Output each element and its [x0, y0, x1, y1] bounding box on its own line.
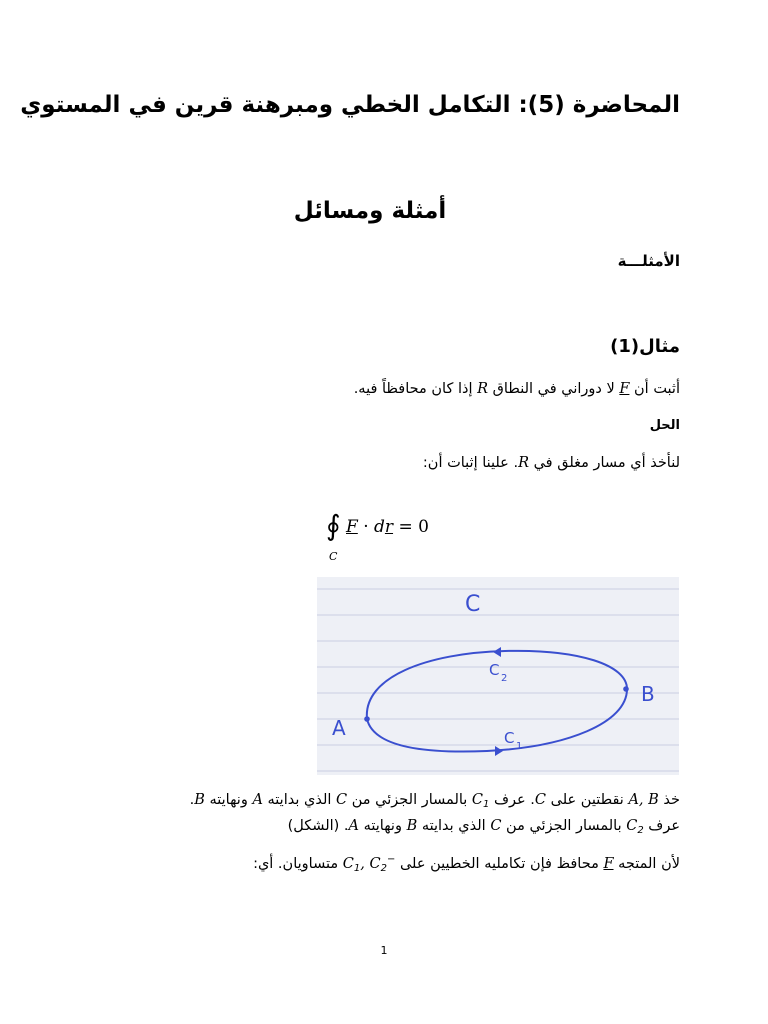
math-A-B: A, B [628, 792, 659, 808]
body-text: خذ [658, 792, 680, 808]
math-C2-subscript: 2 [380, 863, 387, 874]
problem-text: إذا كان محافظاً فيه. [353, 381, 478, 397]
math-C1-subscript: 1 [353, 863, 361, 874]
label-C: C [465, 592, 481, 617]
math-C1: C [342, 856, 354, 872]
direction-arrow-C2 [493, 647, 501, 657]
line-integral-equation [326, 506, 429, 563]
math-C2-subscript: 2 [637, 825, 644, 836]
math-B: B [406, 818, 418, 834]
body-text: ونهايته [204, 792, 253, 808]
integral-lower-limit: C [329, 550, 338, 563]
body-text: لأن المتجه [613, 856, 680, 872]
body-text: . عرف [489, 792, 535, 808]
body-text: الذي بدايته [417, 818, 491, 834]
math-C2-superscript: − [386, 854, 396, 865]
label-C1-subscript: 1 [516, 741, 523, 752]
text-line-1 [190, 792, 680, 810]
math-r: r [384, 517, 394, 537]
point-B [623, 686, 629, 692]
math-C: C [336, 792, 348, 808]
body-text: عرف [643, 818, 680, 834]
math-A: A [348, 818, 360, 834]
label-C2-subscript: 2 [501, 673, 508, 684]
direction-arrow-C1 [495, 746, 503, 756]
problem-text: لا دوراني في النطاق [488, 381, 620, 397]
math-C2: C [369, 856, 381, 872]
body-text: الذي بدايته [262, 792, 337, 808]
math-C1-C2-inverse [343, 856, 396, 872]
solution-line [423, 455, 680, 471]
math-B: B [194, 792, 205, 808]
solution-text: لنأخذ أي مسار مغلق في [528, 455, 680, 471]
label-B: B [641, 682, 655, 706]
body-text: بالمسار الجزئي من [501, 818, 627, 834]
math-C2: C [626, 818, 638, 834]
page-number: 1 [380, 944, 388, 957]
section-heading: الأمثلـــة [617, 252, 680, 270]
label-C2: C [489, 661, 500, 679]
text-line-2 [288, 818, 680, 836]
closed-path-figure [317, 577, 679, 775]
math-A: A [252, 792, 263, 808]
math-F: F [619, 381, 630, 397]
body-text: بالمسار الجزئي من [347, 792, 472, 808]
math-C1-subscript: 1 [483, 799, 490, 810]
text-line-3 [253, 854, 680, 874]
label-C1: C [504, 729, 515, 747]
math-F: F [603, 856, 614, 872]
math-F: F [346, 517, 358, 537]
body-text: ونهايته [359, 818, 407, 834]
math-comma: , [360, 856, 370, 872]
body-text: . [189, 792, 195, 808]
body-text: نقطتين على [546, 792, 629, 808]
closed-path-sketch [317, 577, 679, 775]
math-C1: C [471, 792, 484, 808]
contour-integral-sign: ∮ [326, 509, 341, 542]
body-text: . (الشكل) [287, 818, 349, 834]
problem-statement [354, 381, 680, 397]
dot-operator: · [357, 517, 375, 537]
math-R: R [477, 381, 489, 397]
equals-zero: = 0 [393, 517, 429, 537]
body-text: محافظ فإن تكامليه الخطيين على [395, 856, 604, 872]
math-R: R [518, 455, 529, 471]
page-title: المحاضرة (5): التكامل الخطي ومبرهنة قرين في المستوي [20, 92, 680, 118]
point-A [364, 716, 370, 722]
body-text: متساويان. أي: [253, 856, 343, 872]
solution-text: . علينا إثبات أن: [422, 455, 519, 471]
problem-text: أثبت أن [629, 381, 680, 397]
math-C: C [490, 818, 502, 834]
label-A: A [332, 716, 346, 740]
solution-label: الحل [649, 418, 680, 433]
math-C: C [534, 792, 547, 808]
page-subtitle: أمثلة ومسائل [293, 198, 447, 224]
example-heading: مثال(1) [610, 336, 680, 357]
math-d: d [374, 517, 385, 537]
